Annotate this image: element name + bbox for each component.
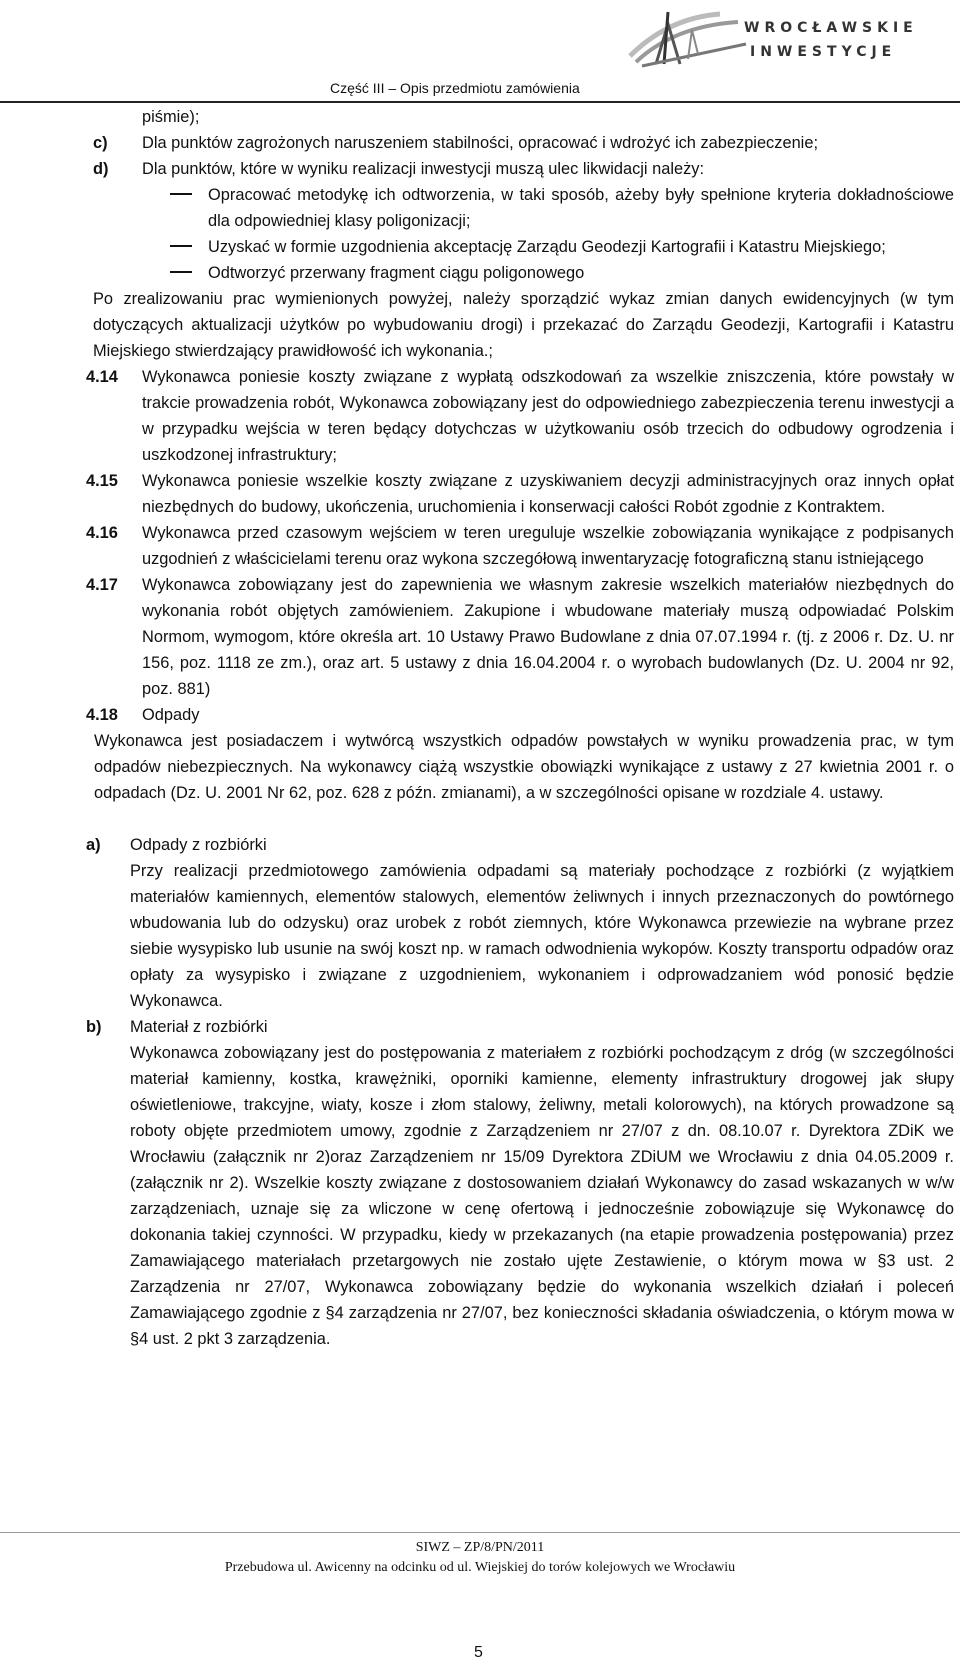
section-text: Wykonawca przed czasowym wejściem w teren ureguluje wszelkie zobowiązania wynikające z podpisanych uzgodnień z właścicielami terenu oraz wykona szczegółową inwentaryzację fotograficzną stanu istniejącego	[142, 524, 954, 568]
footer-project-title: Przebudowa ul. Awicenny na odcinku od ul. Wiejskiej do torów kolejowych we Wrocławiu	[224, 1560, 736, 1575]
item-d-text: Dla punktów, które w wyniku realizacji inwestycji muszą ulec likwidacji należy:	[142, 160, 705, 178]
bridge-logo-icon	[628, 4, 748, 76]
section-4-18-body	[86, 728, 954, 806]
section-4-14	[86, 364, 954, 468]
sub-item-text: Wykonawca zobowiązany jest do postępowania z materiałem z rozbiórki pochodzącym z dróg (w szczególności materiał kamienny, kostka, krawężniki, oporniki kamienne, elementy infrastruktury drogowej jak słupy oświetleniowe, trakcyjne, wiaty, kosze i złom stalowy, żeliwny, metali kolorowych), na których prowadzone są roboty objęte przedmiotem umowy, zgodnie z Zarządzeniem nr 27/07 z dn. 08.10.07 r. Dyrektora ZDiK we Wrocławiu (załącznik nr 2)oraz Zarządzeniem nr 15/09 Dyrektora ZDiUM we Wrocławiu z dnia 04.05.2009 r. (załącznik nr 2). Wszelkie koszty związane z dostosowaniem działań Wykonawcy do zasad wskazanych w w/w zarządzeniach, uznaje się za wliczone w cenę ofertową i jednocześnie zobowiązuje się Wykonawcę do dokonania takiej czynności. W przypadku, kiedy w przekazanych (na etapie prowadzenia postępowania) przez Zamawiającego materiałach przetargowych nie zostało ujęte Zestawienie, o którym mowa w §3 ust. 2 Zarządzenia nr 27/07, Wykonawca zobowiązany będzie do wykonania wszelkich działań i poleceń Zamawiającego zgodnie z §4 zarządzenia nr 27/07, bez konieczności składania oświadczenia, o którym mowa w §4 ust. 2 pkt 3 zarządzenia.	[130, 1044, 954, 1348]
footer-divider	[0, 1532, 960, 1533]
item-c-text: Dla punktów zagrożonych naruszeniem stabilności, opracować i wdrożyć ich zabezpieczenie;	[142, 134, 818, 152]
item-c-label: c)	[93, 134, 108, 152]
sub-item-label: b)	[86, 1018, 102, 1036]
page-number: 5	[474, 1644, 483, 1661]
wroclawskie-inwestycje-logo	[628, 4, 960, 76]
sub-item-title: Materiał z rozbiórki	[130, 1018, 268, 1036]
section-number: 4.18	[86, 706, 118, 724]
dash-item	[86, 182, 954, 234]
section-4-16	[86, 520, 954, 572]
sub-item-label: a)	[86, 836, 101, 854]
item-d-label: d)	[93, 160, 109, 178]
dash-bullet-icon	[170, 182, 208, 234]
dash-item	[86, 260, 954, 286]
dash-item-text: Uzyskać w formie uzgodnienia akceptację Zarządu Geodezji Kartografii i Katastru Miejskiego;	[208, 238, 886, 256]
section-4-15	[86, 468, 954, 520]
document-body	[86, 104, 954, 1352]
footer-reference: SIWZ – ZP/8/PN/2011	[415, 1540, 545, 1555]
header-divider	[0, 101, 960, 103]
sub-item-b	[86, 1014, 954, 1352]
intro-text: piśmie);	[142, 108, 200, 126]
section-text: Wykonawca poniesie wszelkie koszty związane z uzyskiwaniem decyzji administracyjnych oraz innych opłat niezbędnych do budowy, ukończenia, uruchomienia i konserwacji całości Robót zgodnie z Kontraktem.	[142, 472, 954, 516]
after-d-text: Po zrealizowaniu prac wymienionych powyżej, należy sporządzić wykaz zmian danych ewidencyjnych (w tym dotyczących aktualizacji użytków po wybudowaniu drogi) i przekazać do Zarządu Geodezji, Kartografii i Katastru Miejskiego stwierdzający prawidłowość ich wykonania.;	[93, 290, 954, 360]
dash-item-text: Odtworzyć przerwany fragment ciągu poligonowego	[208, 264, 585, 282]
sub-item-a	[86, 832, 954, 1014]
logo-text-line1: WROCŁAWSKIE	[744, 20, 918, 36]
sub-item-body	[130, 1014, 954, 1352]
item-d	[86, 156, 954, 182]
section-number: 4.17	[86, 576, 118, 594]
sub-item-title: Odpady z rozbiórki	[130, 836, 267, 854]
section-4-17	[86, 572, 954, 702]
after-d-paragraph	[86, 286, 954, 364]
dash-bullet-icon	[170, 234, 208, 260]
spacer	[86, 806, 954, 832]
dash-item	[86, 234, 954, 260]
dash-bullet-icon	[170, 260, 208, 286]
sub-item-text: Przy realizacji przedmiotowego zamówienia odpadami są materiały pochodzące z rozbiórki (z wyjątkiem materiałów kamiennych, elementów stalowych, elementów żeliwnych i innych przeznaczonych do powtórnego wbudowania lub do odzysku) oraz urobek z robót ziemnych, które Wykonawca przewiezie na wybrane przez siebie wysypisko lub usunie na swój koszt np. w ramach odwodnienia wykopów. Koszty transportu odpadów oraz opłaty za wysypisko i związane z uzgodnieniem, wykonaniem i odprowadzaniem wód ponosić będzie Wykonawca.	[130, 862, 954, 1010]
logo-text-line2: INWESTYCJE	[750, 44, 897, 60]
header-subtitle: Część III – Opis przedmiotu zamówienia	[330, 80, 580, 96]
section-4-18	[86, 702, 954, 728]
section-number: 4.15	[86, 472, 118, 490]
section-number: 4.16	[86, 524, 118, 542]
section-4-18-text: Wykonawca jest posiadaczem i wytwórcą wszystkich odpadów powstałych w wyniku prowadzenia prac, w tym odpadów niebezpiecznych. Na wykonawcy ciążą wszystkie obowiązki wynikające z ustawy z 27 kwietnia 2001 r. o odpadach (Dz. U. 2001 Nr 62, poz. 628 z późn. zmianami), a w szczególności opisane w rozdziale 4. ustawy.	[94, 732, 954, 802]
section-title: Odpady	[142, 706, 200, 724]
intro-line	[86, 104, 954, 130]
section-text: Wykonawca poniesie koszty związane z wypłatą odszkodowań za wszelkie zniszczenia, które powstały w trakcie prowadzenia robót, Wykonawca zobowiązany jest do odpowiedniego zabezpieczenia terenu inwestycji a w przypadku wejścia w teren będący dotychczas w użytkowaniu osób trzecich do odbudowy ogrodzenia i uszkodzonej infrastruktury;	[142, 368, 954, 464]
sub-item-body	[130, 832, 954, 1014]
section-number: 4.14	[86, 368, 118, 386]
dash-item-text: Opracować metodykę ich odtworzenia, w taki sposób, ażeby były spełnione kryteria dokładnościowe dla odpowiedniej klasy poligonizacji;	[208, 186, 954, 230]
item-c	[86, 130, 954, 156]
section-text: Wykonawca zobowiązany jest do zapewnienia we własnym zakresie wszelkich materiałów niezbędnych do wykonania robót objętych zamówieniem. Zakupione i wbudowane materiały muszą odpowiadać Polskim Normom, wymogom, które określa art. 10 Ustawy Prawo Budowlane z dnia 07.07.1994 r. (tj. z 2006 r. Dz. U. nr 156, poz. 1118 ze zm.), oraz art. 5 ustawy z dnia 16.04.2004 r. o wyrobach budowlanych (Dz. U. 2004 nr 92, poz. 881)	[142, 576, 954, 698]
